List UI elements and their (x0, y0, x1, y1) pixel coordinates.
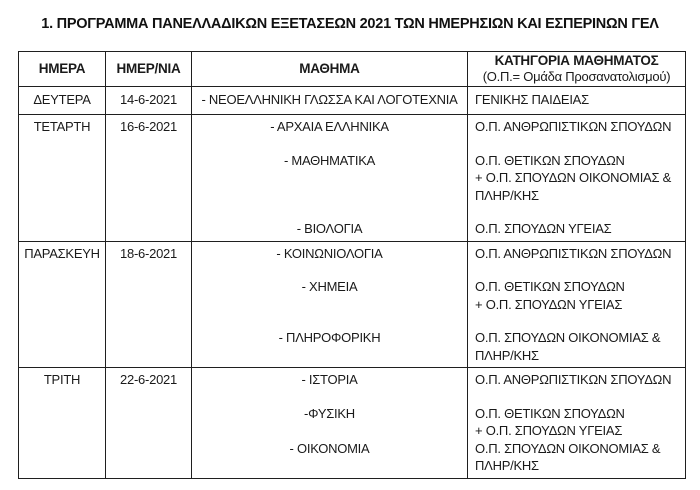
date-cell: 14-6-2021 (106, 87, 192, 114)
date-cell: 18-6-2021 (106, 242, 192, 368)
category-cell (467, 371, 685, 389)
header-category-cell (468, 52, 685, 86)
entries-list (192, 242, 685, 368)
header-date-label: ΗΜΕΡ/ΝΙΑ (106, 52, 192, 86)
exam-entry (192, 152, 685, 205)
category-line: Ο.Π. ΣΠΟΥΔΩΝ ΟΙΚΟΝΟΜΙΑΣ & (475, 440, 661, 456)
table-row-friday (19, 242, 685, 369)
entries-list (192, 87, 685, 114)
exam-schedule-table (18, 51, 686, 479)
subject-cell: - ΟΙΚΟΝΟΜΙΑ (289, 440, 370, 456)
category-line: Ο.Π. ΘΕΤΙΚΩΝ ΣΠΟΥΔΩΝ (475, 152, 625, 168)
category-line: Ο.Π. ΣΠΟΥΔΩΝ ΟΙΚΟΝΟΜΙΑΣ & (475, 330, 661, 345)
exam-entry (192, 440, 685, 475)
entries-list (192, 368, 685, 478)
date-cell: 22-6-2021 (106, 368, 192, 478)
subject-cell: -ΦΥΣΙΚΗ (304, 405, 355, 421)
category-cell (467, 329, 685, 364)
date-cell: 16-6-2021 (106, 115, 192, 241)
category-cell (467, 440, 685, 475)
category-cell (467, 405, 685, 440)
header-category-subtitle: (Ο.Π.= Ομάδα Προσανατολισμού) (482, 69, 671, 84)
table-row-tuesday (19, 368, 685, 478)
category-line: + Ο.Π. ΣΠΟΥΔΩΝ ΥΓΕΙΑΣ (475, 296, 623, 312)
category-line: ΠΛΗΡ/ΚΗΣ (475, 347, 539, 363)
category-cell (467, 152, 685, 205)
category-cell (467, 278, 685, 313)
day-cell: ΤΡΙΤΗ (19, 368, 106, 478)
table-row-wednesday (19, 115, 685, 242)
exam-entry (192, 245, 685, 263)
category-line: Ο.Π. ΘΕΤΙΚΩΝ ΣΠΟΥΔΩΝ (475, 279, 625, 294)
category-line: Ο.Π. ΣΠΟΥΔΩΝ ΥΓΕΙΑΣ (475, 221, 612, 236)
table-header-row (19, 52, 685, 87)
exam-entry (192, 371, 685, 389)
category-line: ΓΕΝΙΚΗΣ ΠΑΙΔΕΙΑΣ (475, 92, 589, 107)
exam-entry (192, 220, 685, 238)
category-cell (467, 245, 685, 263)
exam-entry (192, 91, 685, 109)
category-line: Ο.Π. ΑΝΘΡΩΠΙΣΤΙΚΩΝ ΣΠΟΥΔΩΝ (475, 372, 672, 387)
exam-entry (192, 118, 685, 136)
category-line: ΠΛΗΡ/ΚΗΣ (475, 187, 539, 203)
exam-entry (192, 329, 685, 364)
category-cell (467, 220, 685, 238)
entries-list (192, 115, 685, 241)
subject-cell: - ΒΙΟΛΟΓΙΑ (296, 221, 363, 236)
subject-cell: - ΚΟΙΝΩΝΙΟΛΟΓΙΑ (276, 245, 383, 261)
header-subject-label: ΜΑΘΗΜΑ (192, 52, 468, 86)
subject-cell: - ΙΣΤΟΡΙΑ (301, 372, 358, 387)
table-row-monday (19, 87, 685, 115)
category-line: Ο.Π. ΑΝΘΡΩΠΙΣΤΙΚΩΝ ΣΠΟΥΔΩΝ (475, 245, 672, 261)
category-line: + Ο.Π. ΣΠΟΥΔΩΝ ΟΙΚΟΝΟΜΙΑΣ & (475, 170, 672, 185)
header-category-label: ΚΑΤΗΓΟΡΙΑ ΜΑΘΗΜΑΤΟΣ (494, 52, 659, 68)
subject-cell: - ΠΛΗΡΟΦΟΡΙΚΗ (278, 330, 381, 345)
exam-entry (192, 278, 685, 313)
day-cell: ΔΕΥΤΕΡΑ (19, 87, 106, 114)
category-line: ΠΛΗΡ/ΚΗΣ (475, 458, 539, 473)
category-line: + Ο.Π. ΣΠΟΥΔΩΝ ΥΓΕΙΑΣ (475, 423, 623, 438)
subject-cell: - ΜΑΘΗΜΑΤΙΚΑ (283, 152, 376, 168)
category-line: Ο.Π. ΘΕΤΙΚΩΝ ΣΠΟΥΔΩΝ (475, 405, 625, 421)
category-line: Ο.Π. ΑΝΘΡΩΠΙΣΤΙΚΩΝ ΣΠΟΥΔΩΝ (475, 119, 672, 134)
day-cell: ΠΑΡΑΣΚΕΥΗ (19, 242, 106, 368)
subject-cell: - ΑΡΧΑΙΑ ΕΛΛΗΝΙΚΑ (270, 119, 389, 134)
header-day-label: ΗΜΕΡΑ (19, 52, 106, 86)
subject-cell: - ΧΗΜΕΙΑ (301, 279, 358, 294)
category-cell (467, 91, 685, 109)
category-cell (467, 118, 685, 136)
day-cell: ΤΕΤΑΡΤΗ (19, 115, 106, 241)
page-title: 1. ΠΡΟΓΡΑΜΜΑ ΠΑΝΕΛΛΑΔΙΚΩΝ ΕΞΕΤΑΣΕΩΝ 2021 ΤΩΝ ΗΜΕΡΗΣΙΩΝ ΚΑΙ ΕΣΠΕΡΙΝΩΝ ΓΕΛ (41, 16, 659, 32)
exam-entry (192, 405, 685, 440)
subject-cell: - ΝΕΟΕΛΛΗΝΙΚΗ ΓΛΩΣΣΑ ΚΑΙ ΛΟΓΟΤΕΧΝΙΑ (201, 92, 458, 107)
